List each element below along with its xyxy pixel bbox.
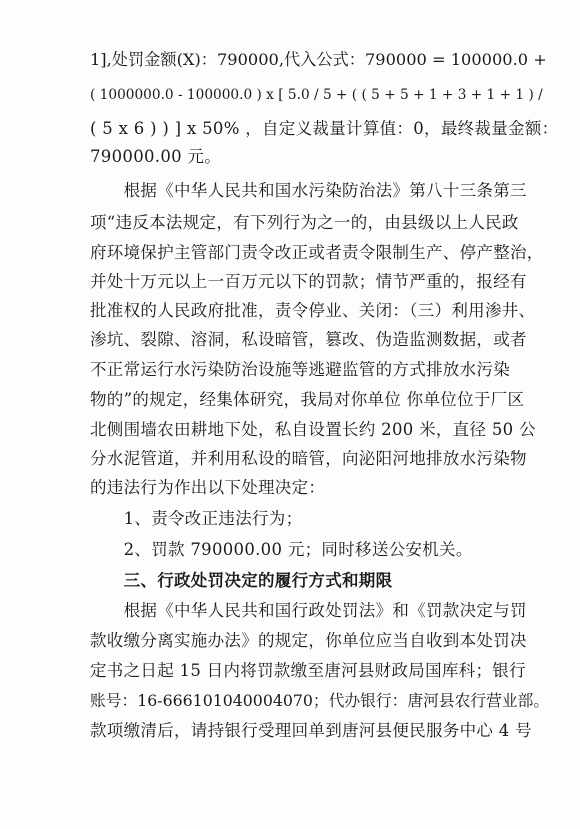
text-line: 790000.00 元。 [90, 147, 222, 166]
list-item: 2、罚款 790000.00 元；同时移送公安机关。 [90, 540, 473, 559]
text-line: 定书之日起 15 日内将罚款缴至唐河县财政局国库科；银行 [90, 661, 526, 680]
text-line: 款收缴分离实施办法》的规定，你单位应当自收到本处罚决 [90, 631, 527, 650]
text-line: 根据《中华人民共和国行政处罚法》和《罚款决定与罚 [90, 601, 527, 620]
section-heading: 三、行政处罚决定的履行方式和期限 [90, 571, 393, 590]
list-item: 1、责令改正违法行为； [90, 509, 303, 528]
text-line: 账号：16-666101040004070；代办银行：唐河县农行营业部。 [90, 691, 550, 710]
text-line: 不正常运行水污染防治设施等逃避监管的方式排放水污染 [90, 360, 510, 379]
text-line: 渗坑、裂隙、溶洞，私设暗管，篡改、伪造监测数据，或者 [90, 330, 527, 349]
text-line: 北侧围墙农田耕地下处，私自设置长约 200 米，直径 50 公 [90, 420, 536, 439]
text-line: 物的”的规定，经集体研究，我局对你单位 你单位位于厂区 [90, 390, 525, 409]
text-line: ( 5 x 6 ) ) ] x 50% ，自定义裁量计算值：0，最终裁量金额： [90, 119, 559, 138]
text-line: ( 1000000.0 - 100000.0 ) x [ 5.0 / 5 + ( ( 5 + 5 + 1 + 3 + 1 + 1 ) / [90, 87, 543, 103]
text-line: 的违法行为作出以下处理决定： [90, 478, 326, 497]
text-line: 根据《中华人民共和国水污染防治法》第八十三条第三 [90, 181, 527, 200]
text-line: 分水泥管道，并利用私设的暗管，向泌阳河地排放水污染物 [90, 449, 527, 468]
text-line: 府环境保护主管部门责令改正或者责令限制生产、停产整治， [90, 243, 544, 262]
text-line: 项“违反本法规定，有下列行为之一的，由县级以上人民政 [90, 213, 519, 232]
text-line: 批准权的人民政府批准，责令停业、关闭：（三）利用渗井、 [90, 301, 536, 320]
text-line: 并处十万元以上一百万元以下的罚款；情节严重的，报经有 [90, 272, 527, 291]
text-line: 款项缴清后，请持银行受理回单到唐河县便民服务中心 4 号 [90, 721, 532, 740]
text-line: 1],处罚金额(X)：790000,代入公式：790000 = 100000.0 + [90, 50, 547, 69]
